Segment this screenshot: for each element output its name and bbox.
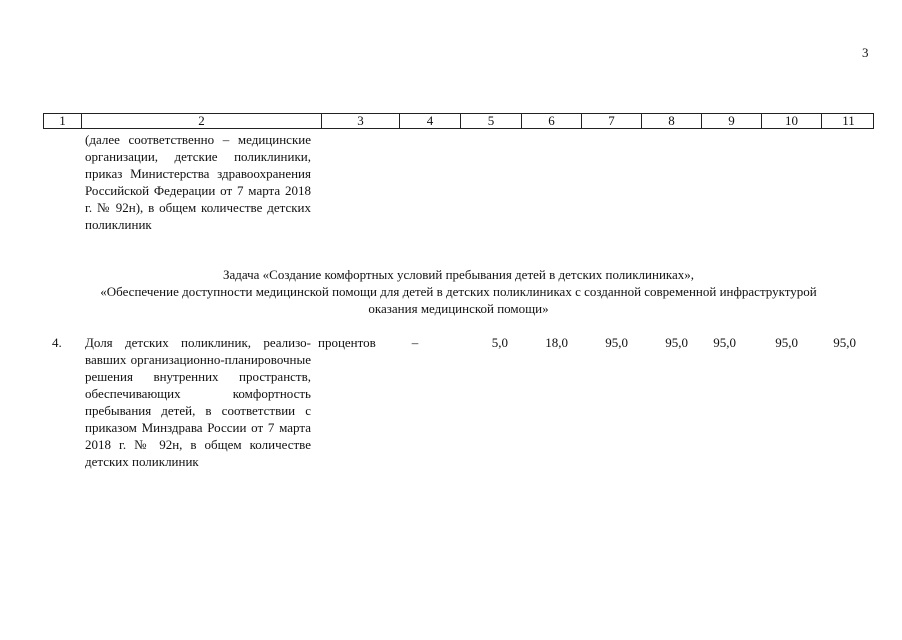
value-cell: 95,0 — [775, 335, 798, 350]
table-header-cell: 8 — [641, 114, 701, 128]
row-number: 4. — [52, 335, 62, 350]
task-heading-line: Задача «Создание комфортных условий пребывания детей в детских поликлиниках», — [222, 267, 695, 282]
continued-indicator-text: (далее соответственно – медицинские организации, детские поликлиники, приказ Министерства здравоохранения Российской Федерации от 7 марта 2018 г. № 92н), в общем количестве детских поликлиник — [85, 132, 311, 232]
table-header-cell: 3 — [321, 114, 399, 128]
table-header-cell: 11 — [821, 114, 875, 128]
table-header-cell: 5 — [460, 114, 521, 128]
page-number: 3 — [862, 45, 869, 60]
value-cell: 5,0 — [491, 335, 508, 350]
table-header-cell: 4 — [399, 114, 460, 128]
table-header-cell: 1 — [59, 113, 66, 128]
unit-cell: процентов — [318, 335, 376, 350]
value-cell: 95,0 — [713, 335, 736, 350]
task-heading-line: оказания медицинской помощи» — [368, 301, 549, 316]
indicator-text: Доля детских поликлиник, реализовавших организационно-планировочные решения внутренних пространств, обеспечивающих комфортность пребывания детей, в соответствии с приказом Минздрава России от 7 марта 2018 г. № 92н, в общем количестве детских поликлиник — [85, 335, 311, 469]
table-header-cell: 2 — [81, 114, 321, 128]
table-header-cell: 10 — [761, 114, 821, 128]
base-value-cell: – — [411, 335, 419, 350]
task-heading-line: «Обеспечение доступности медицинской помощи для детей в детских поликлиниках с созданной современной инфраструктурой — [100, 284, 817, 299]
value-cell: 95,0 — [605, 335, 628, 350]
table-header-cell: 6 — [521, 114, 581, 128]
value-cell: 95,0 — [665, 335, 688, 350]
value-cell: 18,0 — [545, 335, 568, 350]
table-header-row — [43, 113, 874, 129]
value-cell: 95,0 — [833, 335, 856, 350]
table-header-cell: 7 — [581, 114, 641, 128]
task-heading — [43, 266, 874, 317]
table-header-cell: 9 — [701, 114, 761, 128]
